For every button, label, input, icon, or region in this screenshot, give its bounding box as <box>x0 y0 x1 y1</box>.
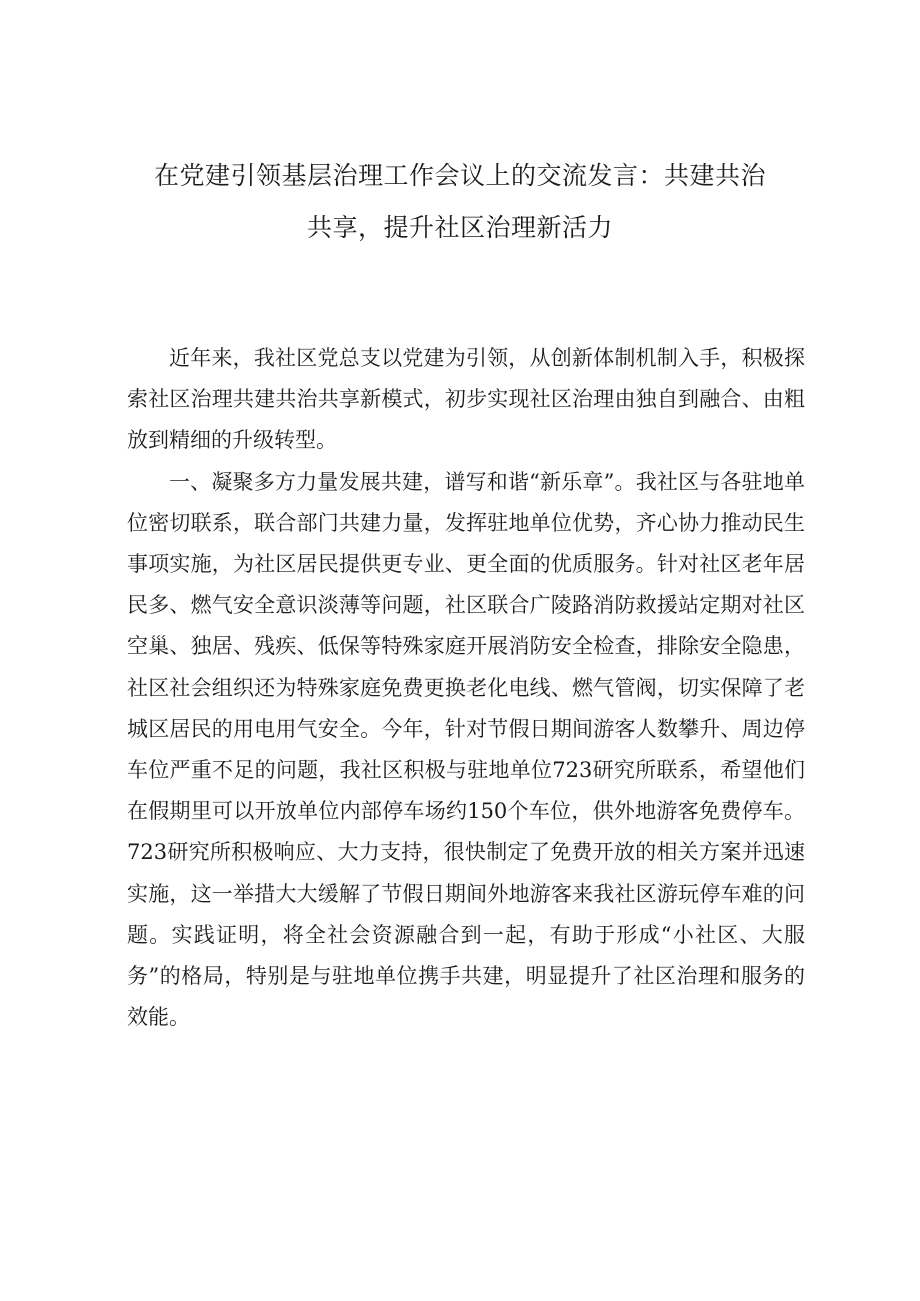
title-line-1: 在党建引领基层治理工作会议上的交流发言：共建共治 <box>153 161 766 190</box>
paragraph-section-one: 一、凝聚多方力量发展共建，谱写和谐“新乐章”。我社区与各驻地单位密切联系，联合部门共建力量，发挥驻地单位优势，齐心协力推动民生事项实施，为社区居民提供更专业、更全面的优质服务。针对社区老年居民多、燃气安全意识淡薄等问题，社区联合广陵路消防救援站定期对社区空巢、独居、残疾、低保等特殊家庭开展消防安全检查，排除安全隐患，社区社会组织还为特殊家庭免费更换老化电线、燃气管阀，切实保障了老城区居民的用电用气安全。今年，针对节假日期间游客人数攀升、周边停车位严重不足的问题，我社区积极与驻地单位723研究所联系，希望他们在假期里可以开放单位内部停车场约150个车位，供外地游客免费停车。723研究所积极响应、大力支持，很快制定了免费开放的相关方案并迅速实施，这一举措大大缓解了节假日期间外地游客来我社区游玩停车难的问题。实践证明，将全社会资源融合到一起，有助于形成“小社区、大服务”的格局，特别是与驻地单位携手共建，明显提升了社区治理和服务的效能。 <box>127 469 805 1030</box>
document-title <box>120 150 800 254</box>
title-line-2: 共享，提升社区治理新活力 <box>306 213 613 242</box>
document-body <box>127 338 805 1038</box>
paragraph-intro: 近年来，我社区党总支以党建为引领，从创新体制机制入手，积极探索社区治理共建共治共享新模式，初步实现社区治理由独自到融合、由粗放到精细的升级转型。 <box>127 346 805 453</box>
